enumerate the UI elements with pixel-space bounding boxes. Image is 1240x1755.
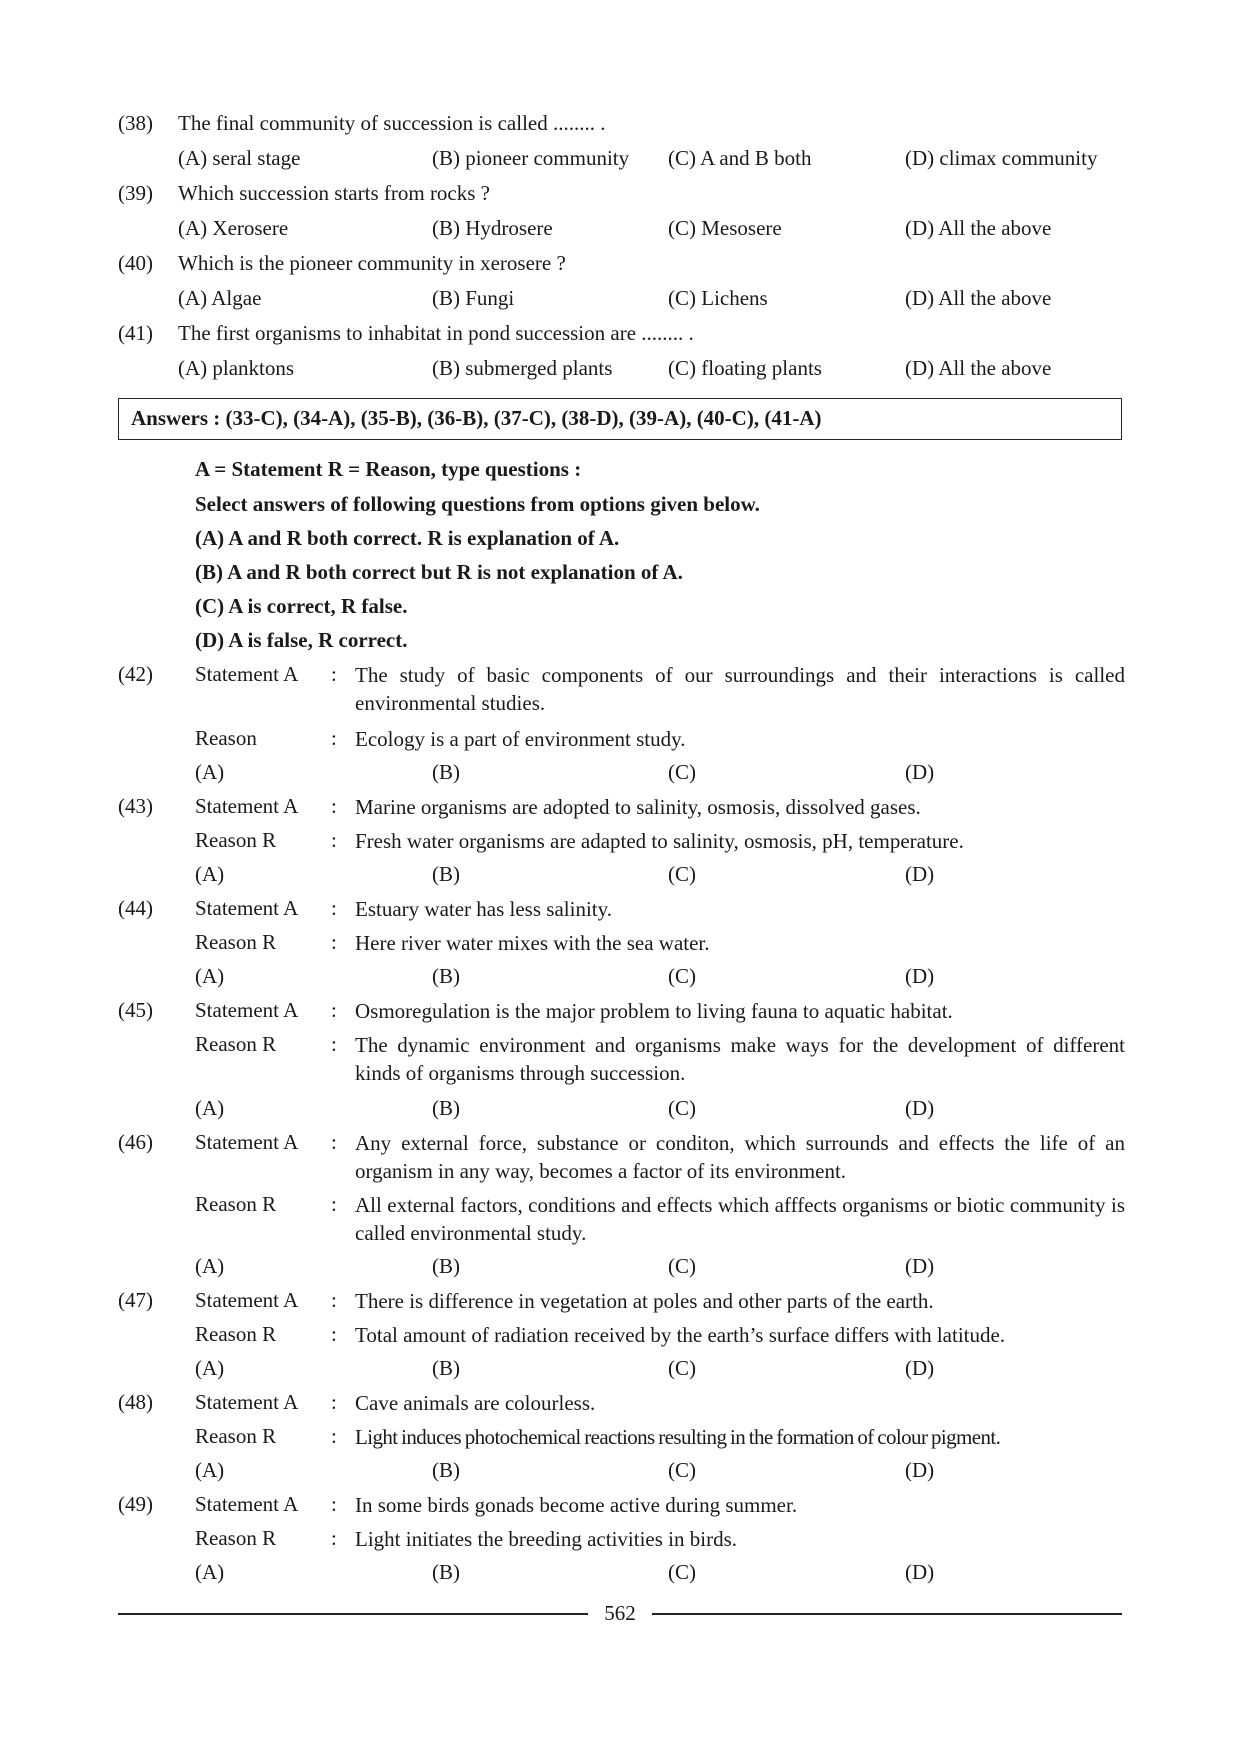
option-a: (A) [195, 1254, 225, 1278]
statement-text: Any external force, substance or conditon, which surrounds and effects the life of an organism in any way, becomes a factor of its environment. [355, 1131, 1125, 1183]
option-a: (A) [195, 1560, 225, 1584]
colon: : [331, 1390, 337, 1414]
option-b: (B) submerged plants [432, 356, 613, 380]
question-number: (41) [118, 321, 153, 345]
statement-text: The study of basic components of our surroundings and their interactions is called environmental studies. [355, 663, 1125, 715]
option-c: (C) [668, 964, 696, 988]
footer-rule-left [118, 1613, 588, 1615]
statement-label: Statement A [195, 1492, 299, 1516]
question-number: (43) [118, 794, 153, 818]
statement-label: Statement A [195, 1390, 299, 1414]
option-b: (B) [432, 1560, 460, 1584]
reason-text: The dynamic environment and organisms make ways for the development of different kinds of organisms through succession. [355, 1033, 1125, 1085]
option-d: (D) [905, 1458, 935, 1482]
option-a: (A) Algae [178, 286, 262, 310]
option-d: (D) All the above [905, 216, 1052, 240]
reason-label: Reason [195, 726, 257, 750]
option-b: (B) [432, 1356, 460, 1380]
instruction-option-b: (B) A and R both correct but R is not explanation of A. [195, 560, 683, 584]
question-number: (46) [118, 1130, 153, 1154]
option-d: (D) All the above [905, 286, 1052, 310]
option-c: (C) [668, 1356, 696, 1380]
option-b: (B) [432, 1254, 460, 1278]
reason-label: Reason R [195, 930, 277, 954]
option-c: (C) A and B both [668, 146, 812, 170]
question-text: Which succession starts from rocks ? [178, 181, 490, 205]
reason-text: All external factors, conditions and effects which afffects organisms or biotic community is called environmental study. [355, 1193, 1125, 1245]
reason-text: Ecology is a part of environment study. [355, 727, 686, 751]
colon: : [331, 896, 337, 920]
answers-text: Answers : (33-C), (34-A), (35-B), (36-B), (37-C), (38-D), (39-A), (40-C), (41-A) [131, 406, 822, 430]
statement-label: Statement A [195, 1130, 299, 1154]
instruction-select: Select answers of following questions from options given below. [195, 492, 760, 516]
colon: : [331, 1192, 337, 1216]
reason-label: Reason R [195, 828, 277, 852]
option-a: (A) [195, 964, 225, 988]
option-b: (B) [432, 1096, 460, 1120]
question-number: (49) [118, 1492, 153, 1516]
question-number: (48) [118, 1390, 153, 1414]
colon: : [331, 1288, 337, 1312]
option-d: (D) [905, 1356, 935, 1380]
option-c: (C) [668, 1560, 696, 1584]
option-a: (A) planktons [178, 356, 295, 380]
question-number: (38) [118, 111, 153, 135]
option-c: (C) [668, 1458, 696, 1482]
option-a: (A) [195, 1356, 225, 1380]
option-c: (C) floating plants [668, 356, 822, 380]
option-c: (C) [668, 1254, 696, 1278]
reason-label: Reason R [195, 1424, 277, 1448]
option-a: (A) [195, 760, 225, 784]
instruction-heading: A = Statement R = Reason, type questions : [195, 457, 582, 481]
statement-text: Osmoregulation is the major problem to living fauna to aquatic habitat. [355, 999, 953, 1023]
option-c: (C) Mesosere [668, 216, 782, 240]
statement-text: There is difference in vegetation at poles and other parts of the earth. [355, 1289, 934, 1313]
colon: : [331, 998, 337, 1022]
colon: : [331, 794, 337, 818]
reason-text: Here river water mixes with the sea water. [355, 931, 710, 955]
option-c: (C) [668, 862, 696, 886]
option-d: (D) climax community [905, 146, 1098, 170]
question-number: (40) [118, 251, 153, 275]
reason-label: Reason R [195, 1526, 277, 1550]
option-d: (D) [905, 1254, 935, 1278]
colon: : [331, 1526, 337, 1550]
reason-text: Light induces photochemical reactions resulting in the formation of colour pigment. [355, 1425, 1001, 1449]
reason-label: Reason R [195, 1192, 277, 1216]
option-c: (C) [668, 1096, 696, 1120]
colon: : [331, 1032, 337, 1056]
option-d: (D) All the above [905, 356, 1052, 380]
statement-label: Statement A [195, 998, 299, 1022]
reason-text: Fresh water organisms are adapted to salinity, osmosis, pH, temperature. [355, 829, 964, 853]
statement-label: Statement A [195, 896, 299, 920]
question-number: (39) [118, 181, 153, 205]
reason-label: Reason R [195, 1322, 277, 1346]
question-number: (42) [118, 662, 153, 686]
statement-label: Statement A [195, 1288, 299, 1312]
option-b: (B) [432, 760, 460, 784]
option-b: (B) Hydrosere [432, 216, 553, 240]
statement-text: In some birds gonads become active during summer. [355, 1493, 798, 1517]
statement-text: Marine organisms are adopted to salinity, osmosis, dissolved gases. [355, 795, 921, 819]
option-a: (A) seral stage [178, 146, 301, 170]
statement-label: Statement A [195, 794, 299, 818]
option-a: (A) [195, 1096, 225, 1120]
option-a: (A) Xerosere [178, 216, 289, 240]
instruction-option-d: (D) A is false, R correct. [195, 628, 408, 652]
option-b: (B) [432, 964, 460, 988]
answers-box [118, 398, 1122, 440]
colon: : [331, 662, 337, 686]
reason-text: Light initiates the breeding activities in birds. [355, 1527, 737, 1551]
option-b: (B) [432, 1458, 460, 1482]
question-text: The first organisms to inhabitat in pond succession are ........ . [178, 321, 694, 345]
question-number: (47) [118, 1288, 153, 1312]
page-number: 562 [604, 1601, 636, 1625]
option-b: (B) pioneer community [432, 146, 630, 170]
option-c: (C) Lichens [668, 286, 768, 310]
option-b: (B) [432, 862, 460, 886]
colon: : [331, 726, 337, 750]
option-d: (D) [905, 862, 935, 886]
reason-text: Total amount of radiation received by the earth’s surface differs with latitude. [355, 1323, 1006, 1347]
option-d: (D) [905, 964, 935, 988]
footer-rule-right [652, 1613, 1122, 1615]
question-text: Which is the pioneer community in xerosere ? [178, 251, 566, 275]
statement-text: Cave animals are colourless. [355, 1391, 596, 1415]
option-a: (A) [195, 862, 225, 886]
option-c: (C) [668, 760, 696, 784]
option-a: (A) [195, 1458, 225, 1482]
reason-label: Reason R [195, 1032, 277, 1056]
statement-text: Estuary water has less salinity. [355, 897, 612, 921]
question-number: (45) [118, 998, 153, 1022]
statement-label: Statement A [195, 662, 299, 686]
option-b: (B) Fungi [432, 286, 515, 310]
option-d: (D) [905, 1096, 935, 1120]
colon: : [331, 828, 337, 852]
colon: : [331, 1130, 337, 1154]
instruction-option-c: (C) A is correct, R false. [195, 594, 408, 618]
option-d: (D) [905, 760, 935, 784]
option-d: (D) [905, 1560, 935, 1584]
colon: : [331, 930, 337, 954]
colon: : [331, 1322, 337, 1346]
instruction-option-a: (A) A and R both correct. R is explanation of A. [195, 526, 620, 550]
colon: : [331, 1492, 337, 1516]
question-number: (44) [118, 896, 153, 920]
colon: : [331, 1424, 337, 1448]
question-text: The final community of succession is called ........ . [178, 111, 606, 135]
